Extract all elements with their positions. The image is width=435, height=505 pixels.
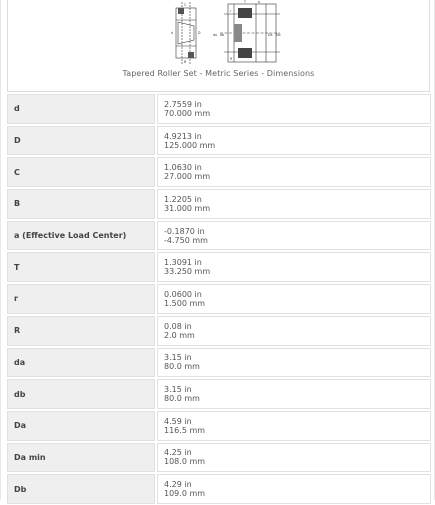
spec-row <box>7 220 431 252</box>
spec-value-mm: 125.000 mm <box>164 140 216 150</box>
spec-value <box>157 443 431 473</box>
spec-value-mm: 116.5 mm <box>164 425 206 435</box>
spec-value-inch: 4.25 in <box>164 448 192 458</box>
drawing-label-C: C <box>184 3 187 7</box>
spec-value-inch: 0.0600 in <box>164 289 202 299</box>
spec-value-mm: 1.500 mm <box>164 298 206 308</box>
spec-label: Db <box>7 474 155 504</box>
spec-label: db <box>7 379 155 409</box>
spec-value-mm: 70.000 mm <box>164 108 211 118</box>
drawing-label-a: a <box>258 0 260 4</box>
drawing-label-T: T <box>244 0 246 4</box>
drawing-label-db: db <box>220 33 225 37</box>
spec-value <box>157 411 431 441</box>
spec-label: Da <box>7 411 155 441</box>
spec-value <box>157 252 431 282</box>
dimension-spec-table <box>7 93 431 505</box>
spec-value <box>157 284 431 314</box>
spec-row <box>7 156 431 188</box>
spec-value-inch: 3.15 in <box>164 385 192 395</box>
spec-label: R <box>7 316 155 346</box>
spec-value-mm: 27.000 mm <box>164 172 211 182</box>
spec-row <box>7 347 431 379</box>
drawing-label-Da: Da <box>268 33 273 37</box>
spec-value <box>157 348 431 378</box>
drawing-label-d: d <box>171 31 174 35</box>
spec-row <box>7 473 431 505</box>
spec-label: Da min <box>7 443 155 473</box>
spec-value <box>157 474 431 504</box>
spec-row <box>7 378 431 410</box>
drawing-label-da: da <box>213 33 217 37</box>
spec-label: a (Effective Load Center) <box>7 221 155 251</box>
spec-value-mm: 109.0 mm <box>164 489 206 499</box>
drawing-label-B: B <box>184 60 187 64</box>
spec-row <box>7 283 431 315</box>
spec-row <box>7 442 431 474</box>
spec-label: D <box>7 126 155 156</box>
spec-value-inch: 1.0630 in <box>164 163 202 173</box>
spec-value-inch: 1.3091 in <box>164 258 202 268</box>
spec-value-inch: 0.08 in <box>164 321 192 331</box>
spec-value-inch: 4.59 in <box>164 416 192 426</box>
spec-row <box>7 188 431 220</box>
spec-label: C <box>7 157 155 187</box>
spec-value-inch: -0.1870 in <box>164 226 205 236</box>
spec-value-mm: 31.000 mm <box>164 203 211 213</box>
spec-value-inch: 1.2205 in <box>164 194 202 204</box>
drawing-label-D: D <box>198 31 201 35</box>
spec-value <box>157 221 431 251</box>
spec-row <box>7 93 431 125</box>
spec-value-mm: 2.0 mm <box>164 330 195 340</box>
spec-label: r <box>7 284 155 314</box>
spec-value-mm: 80.0 mm <box>164 394 200 404</box>
spec-value <box>157 157 431 187</box>
spec-row <box>7 410 431 442</box>
drawing-label-R: R <box>230 57 233 61</box>
bearing-dimension-drawing <box>168 0 283 66</box>
spec-label: d <box>7 94 155 124</box>
dimension-figure-panel <box>7 0 430 92</box>
spec-value-inch: 4.9213 in <box>164 131 202 141</box>
spec-row <box>7 125 431 157</box>
drawing-label-r: r <box>230 9 232 13</box>
drawing-label-Db: Db <box>276 33 281 37</box>
spec-value-inch: 2.7559 in <box>164 99 202 109</box>
spec-value <box>157 126 431 156</box>
spec-value <box>157 316 431 346</box>
spec-row <box>7 315 431 347</box>
figure-caption: Tapered Roller Set - Metric Series - Dimensions <box>122 69 315 78</box>
spec-value-mm: 80.0 mm <box>164 362 200 372</box>
spec-value <box>157 189 431 219</box>
spec-value <box>157 94 431 124</box>
spec-value <box>157 379 431 409</box>
spec-label: da <box>7 348 155 378</box>
spec-value-mm: 33.250 mm <box>164 267 211 277</box>
spec-value-mm: -4.750 mm <box>164 235 208 245</box>
spec-value-mm: 108.0 mm <box>164 457 206 467</box>
spec-label: T <box>7 252 155 282</box>
spec-value-inch: 4.29 in <box>164 480 192 490</box>
spec-label: B <box>7 189 155 219</box>
spec-row <box>7 251 431 283</box>
spec-value-inch: 3.15 in <box>164 353 192 363</box>
